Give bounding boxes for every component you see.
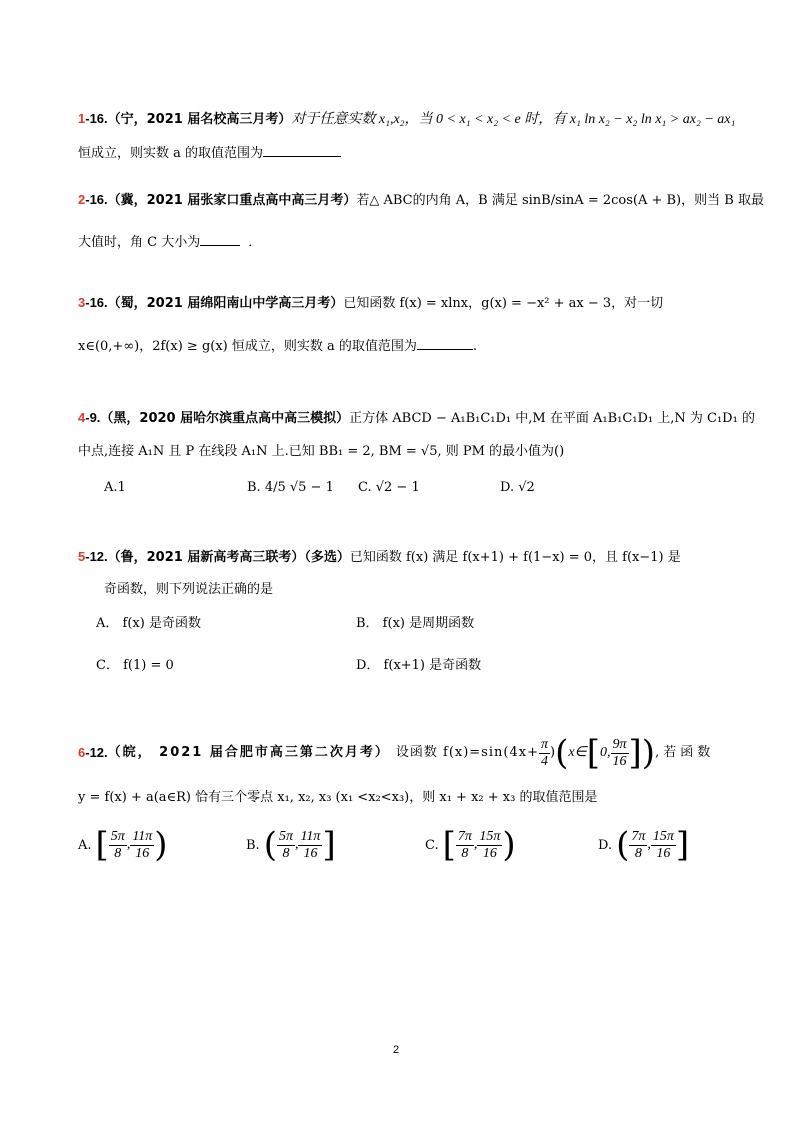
paren-left: ( <box>555 733 569 773</box>
question-6-text-a: 设函数 f(x)=sin(4x+ <box>395 745 539 760</box>
question-6-prompt: y = f(x) + a(a∈R) 恰有三个零点 x₁, x₂, x₃ (x₁ <x₂<x₃)，则 x₁ + x₂ + x₃ 的取值范围是 <box>78 790 598 805</box>
option-a[interactable]: A. [ $\frac{5\pi}{8}$ , $\frac{11\pi}{16}$ ) <box>78 825 168 865</box>
question-5-index: -12. <box>85 549 108 564</box>
question-3-text: 已知函数 f(x) = xlnx，g(x) = −x² + ax − 3，对一切 <box>343 296 664 311</box>
question-3-line-1 <box>78 293 663 314</box>
question-2-line-1 <box>78 190 764 211</box>
question-4-source: （黑，2020 届哈尔滨重点高中高三模拟） <box>100 411 350 426</box>
question-4-prompt: 中点,连接 A₁N 且 P 在线段 A₁N 上.已知 BB₁ = 2, BM = √5, 则 PM 的最小值为() <box>78 444 565 459</box>
question-5-number: 5 <box>78 549 86 564</box>
question-3-line-2 <box>78 335 477 357</box>
question-3-end: . <box>472 339 478 354</box>
answer-blank[interactable] <box>263 142 341 157</box>
question-3-number: 3 <box>78 295 86 310</box>
answer-blank[interactable] <box>417 335 473 350</box>
bracket-right: ] <box>628 733 642 773</box>
option-b[interactable]: B. 4/5 √5 − 1 <box>247 480 334 495</box>
bracket-left: [ <box>586 733 601 773</box>
option-a[interactable]: A． f(x) 是奇函数 <box>96 616 201 631</box>
question-4-line-1 <box>78 408 755 429</box>
question-6-text-c: x∈ <box>568 745 587 760</box>
option-c[interactable]: C． f(1) = 0 <box>96 658 174 673</box>
question-3-source: （蜀，2021 届绵阳南山中学高三月考） <box>107 296 344 311</box>
question-2-text: 若△ ABC的内角 A，B 满足 sinB/sinA = 2cos(A + B)，则当 B 取最 <box>356 193 764 208</box>
option-a[interactable]: A.1 <box>104 480 126 495</box>
pi-over-4-fraction: $\frac{\pi}{4}$ <box>540 736 548 769</box>
question-6-number: 6 <box>78 745 86 760</box>
question-2-end: ． <box>248 235 262 250</box>
nine-pi-over-16-fraction: $\frac{9\pi}{16}$ <box>612 736 627 769</box>
question-1-index: -16. <box>85 111 108 126</box>
question-2-source: （冀，2021 届张家口重点高中高三月考） <box>107 193 357 208</box>
option-d[interactable]: D． f(x+1) 是奇函数 <box>356 658 482 673</box>
question-5-line-1 <box>78 547 681 568</box>
question-6-text-end: ,若函数 <box>655 745 715 760</box>
answer-blank[interactable] <box>200 231 240 246</box>
question-5-source: （鲁，2021 届新高考高三联考）（多选） <box>107 550 350 565</box>
question-6-line-1 <box>78 730 714 776</box>
option-d[interactable]: D. ( $\frac{7\pi}{8}$ , $\frac{15\pi}{16}$ ] <box>598 825 690 865</box>
question-1-number: 1 <box>78 111 86 126</box>
question-4-index: -9. <box>85 410 101 425</box>
option-c[interactable]: C. [ $\frac{7\pi}{8}$ , $\frac{15\pi}{16}$ ) <box>425 825 516 865</box>
question-4-line-2 <box>78 442 564 462</box>
question-6-text-b: ) <box>549 745 556 760</box>
question-5-line-2 <box>104 580 273 600</box>
question-1-line-2 <box>78 142 341 164</box>
question-2-prompt: 大值时，角 C 大小为 <box>78 235 201 250</box>
question-3-index: -16. <box>85 295 108 310</box>
paren-right: ) <box>641 733 656 773</box>
question-5-prompt: 奇函数，则下列说法正确的是 <box>104 582 274 597</box>
question-1-source: （宁，2021 届名校高三月考） <box>107 112 292 127</box>
question-5-text: 已知函数 f(x) 满足 f(x+1) + f(1−x) = 0，且 f(x−1) 是 <box>349 550 681 565</box>
question-6-index: -12. <box>85 745 108 760</box>
question-1-line-1 <box>78 109 735 130</box>
option-c[interactable]: C. √2 − 1 <box>358 480 420 495</box>
question-2-number: 2 <box>78 192 86 207</box>
question-1-text: 对于任意实数 x₁,x₂，当 0 < x₁ < x₂ < e 时，有 x₁ ln x₂ − x₂ ln x₁ > ax₂ − ax₁ <box>291 112 736 127</box>
question-1-prompt: 恒成立，则实数 a 的取值范围为 <box>78 146 264 161</box>
option-d[interactable]: D. √2 <box>500 480 535 495</box>
question-3-prompt: x∈(0,+∞)，2f(x) ≥ g(x) 恒成立，则实数 a 的取值范围为 <box>78 339 417 354</box>
question-6-line-2 <box>78 788 597 808</box>
question-2-line-2 <box>78 231 261 253</box>
question-2-index: -16. <box>85 192 108 207</box>
question-4-text: 正方体 ABCD − A₁B₁C₁D₁ 中,M 在平面 A₁B₁C₁D₁ 上,N 为 C₁D₁ 的 <box>349 411 755 426</box>
question-6-interval-start: 0, <box>600 745 611 760</box>
page-number: 2 <box>393 1044 400 1056</box>
question-6-source: （皖， 2021 届合肥市高三第二次月考） <box>107 745 390 760</box>
option-b[interactable]: B. ( $\frac{5\pi}{8}$ , $\frac{11\pi}{16}$ ] <box>246 825 336 865</box>
option-b[interactable]: B． f(x) 是周期函数 <box>356 616 475 631</box>
question-4-number: 4 <box>78 410 86 425</box>
